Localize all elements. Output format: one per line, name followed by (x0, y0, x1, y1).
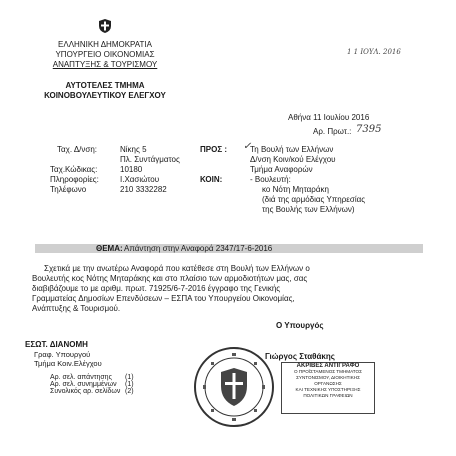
stamp-line-2: ΣΥΝΤΟΝΙΣΜΟΥ, ΔΙΟΙΚΗΤΙΚΗΣ ΟΡΓΑΝΩΣΗΣ (296, 375, 360, 386)
pages-reply-value: (1) (125, 374, 134, 381)
cc-line-4: της Βουλής των Ελλήνων) (262, 205, 355, 214)
protocol-number: 7395 (356, 124, 382, 135)
stamp-line-3: ΚΑΙ ΤΕΧΝΙΚΗΣ ΥΠΟΣΤΗΡΙΞΗΣ (295, 387, 361, 392)
to-line-2: Δ/νση Κοιν/κού Ελέγχου (250, 155, 336, 164)
header-ministry-2: ΑΝΑΠΤΥΞΗΣ & ΤΟΥΡΙΣΜΟΥ (52, 60, 158, 69)
phone-label: Τηλέφωνο (50, 185, 87, 194)
body-line-3: διαβιβάζουμε το με αριθμ. πρωτ. 71925/6-7-2016 έγγραφο της Γενικής (32, 284, 281, 293)
to-line-1: Τη Βουλή των Ελλήνων (250, 145, 334, 154)
stamp-title: ΑΚΡΙΒΕΣ ΑΝΤΙΓΡΑΦΟ (296, 363, 360, 369)
signature-name: Γιώργος Σταθάκης (265, 352, 335, 361)
pages-attached-value: (1) (125, 381, 134, 388)
header-dept-2: ΚΟΙΝΟΒΟΥΛΕΥΤΙΚΟΥ ΕΛΕΓΧΟΥ (44, 91, 166, 100)
document-date: Αθήνα 11 Ιουλίου 2016 (288, 113, 370, 122)
header-ministry: ΥΠΟΥΡΓΕΙΟ ΟΙΚΟΝΟΜΙΑΣ (55, 50, 155, 59)
address-line-1: Νίκης 5 (120, 145, 147, 154)
check-mark-icon: ✓ (243, 141, 252, 152)
distribution-title: ΕΣΩΤ. ΔΙΑΝΟΜΗ (25, 340, 88, 349)
info-label: Πληροφορίες: (50, 175, 99, 184)
cc-line-1: - Βουλευτή: (250, 175, 291, 184)
stamp-line-1: Ο ΠΡΟΪΣΤΑΜΕΝΟΣ ΤΜΗΜΑΤΟΣ (294, 369, 362, 374)
cc-label: ΚΟΙΝ: (200, 175, 223, 184)
cc-line-2: κο Νότη Μηταράκη (262, 185, 329, 194)
pages-total-label: Συνολικός αρ. σελίδων (50, 388, 121, 395)
address-label: Ταχ. Δ/νση: (57, 145, 98, 154)
phone-value: 210 3332282 (120, 185, 167, 194)
postal-label: Ταχ.Κώδικας: (50, 165, 98, 174)
info-value: Ι.Χασιώτου (120, 175, 160, 184)
body-line-4: Γραμματείας Δημοσίων Επενδύσεων – ΕΣΠΑ του Υπουργείου Οικονομίας, (32, 294, 295, 303)
signature-title: Ο Υπουργός (276, 321, 324, 330)
pages-reply-label: Αρ. σελ. απάντησης (50, 374, 112, 381)
body-line-5: Ανάπτυξης & Τουρισμού. (32, 304, 121, 313)
header-republic: ΕΛΛΗΝΙΚΗ ΔΗΜΟΚΡΑΤΙΑ (58, 40, 152, 49)
address-line-2: Πλ. Συντάγματος (120, 155, 180, 164)
subject-text: Απάντηση στην Αναφορά 2347/17-6-2016 (124, 244, 273, 253)
body-line-2: Βουλευτής κος Νότης Μηταράκης και στο πλαίσιο των αρμοδιοτήτων μας, σας (32, 274, 308, 283)
greek-crest-icon (97, 18, 113, 34)
pages-total-value: (2) (125, 388, 134, 395)
to-line-3: Τμήμα Αναφορών (250, 165, 313, 174)
subject-label: ΘΕΜΑ: (96, 244, 123, 253)
protocol-label: Αρ. Πρωτ.: (313, 127, 352, 136)
stamp-line-4: ΠΟΛΙΤΙΚΩΝ ΓΡΑΦΕΙΩΝ (303, 393, 353, 398)
official-seal-icon (193, 346, 275, 428)
certified-copy-stamp (281, 362, 375, 414)
to-label: ΠΡΟΣ : (200, 145, 228, 154)
postal-value: 10180 (120, 165, 143, 174)
distribution-line-2: Τμήμα Κοιν.Ελέγχου (34, 359, 102, 368)
body-line-1: Σχετικά με την ανωτέρω Αναφορά που κατέθεσε στη Βουλή των Ελλήνων ο (44, 264, 310, 273)
pages-attached-label: Αρ. σελ. συνημμένων (50, 381, 117, 388)
header-dept-1: ΑΥΤΟΤΕΛΕΣ ΤΜΗΜΑ (65, 81, 145, 90)
cc-line-3: (διά της αρμόδιας Υπηρεσίας (262, 195, 366, 204)
received-date-stamp: 1 1 ΙΟΥΛ. 2016 (347, 48, 401, 56)
distribution-line-1: Γραφ. Υπουργού (34, 350, 91, 359)
